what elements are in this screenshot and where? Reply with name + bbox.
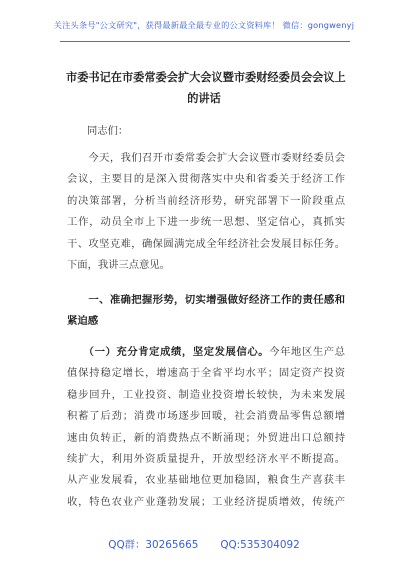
paragraph-line: 值保持稳定增长，增速高于全省平均水平；固定资产投资 — [67, 367, 345, 380]
paragraph-line: 工作，动员全市上下进一步统一思想、坚定信心，真抓实 — [67, 216, 345, 229]
paragraph-line: 下面，我讲三点意见。 — [67, 259, 170, 272]
document-title — [66, 67, 346, 109]
header-note: 关注头条号"公文研究"，获得最新最全最专业的公文资料库！ 微信：gongwenyj — [53, 20, 355, 30]
footer-contact — [0, 536, 408, 551]
paragraph-line: 的决策部署，分析当前经济形势，研究部署下一阶段重点 — [67, 194, 345, 207]
heading-line: 一、准确把握形势，切实增强做好经济工作的责任感和 — [67, 294, 345, 306]
paragraph-line: 会议，主要目的是深入贯彻落实中央和省委关于经济工作 — [67, 173, 345, 186]
header-divider — [60, 41, 350, 42]
paragraph-line: 收，特色农业产业蓬勃发展；工业经济提质增效，传统产 — [67, 495, 345, 508]
section-heading-1 — [67, 290, 345, 333]
subheading-lead: （一）充分肯定成绩，坚定发展信心。 — [67, 346, 270, 358]
paragraph-line: 从产业发展看，农业基础地位更加稳固，粮食生产喜获丰 — [67, 474, 345, 487]
footer-qq: QQ:535304092 — [220, 539, 300, 551]
paragraph-line: 续扩大，利用外资质量提升，开放型经济水平不断提高。 — [67, 453, 345, 466]
paragraph-line — [67, 342, 345, 363]
paragraph-line: 速由负转正，新的消费热点不断涌现；外贸进出口总额持 — [67, 431, 345, 444]
title-line: 市委书记在市委常委会扩大会议暨市委财经委员会会议上 — [66, 71, 346, 84]
paragraph-line: 干、攻坚克难，确保圆满完成全年经济社会发展目标任务。 — [67, 237, 345, 250]
title-line: 的讲话 — [187, 92, 221, 105]
footer-qq-group: QQ群：30265665 — [108, 539, 199, 551]
greeting: 同志们： — [87, 125, 129, 137]
paragraph-line: 今天，我们召开市委常委会扩大会议暨市委财经委员会 — [67, 152, 345, 164]
paragraph-achievements — [67, 342, 345, 513]
paragraph-line: 稳步回升，工业投资、制造业投资增长较快，为未来发展 — [67, 388, 345, 401]
heading-line: 紧迫感 — [67, 315, 99, 328]
paragraph-text: 今年地区生产总 — [269, 346, 345, 358]
paragraph-line: 积蓄了后劲；消费市场逐步回暖，社会消费品零售总额增 — [67, 410, 345, 423]
paragraph-intro — [67, 148, 345, 276]
